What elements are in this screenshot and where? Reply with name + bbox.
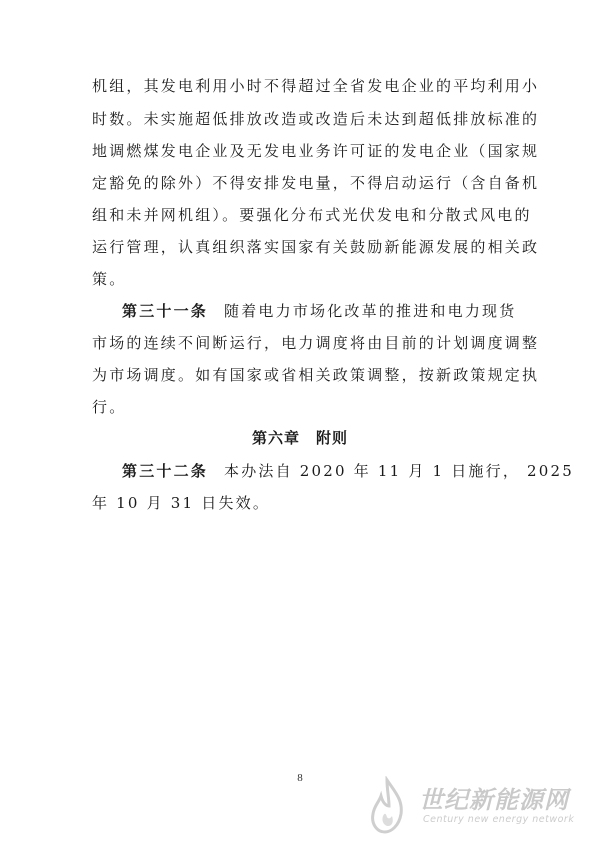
article-31-text: 随着电力市场化改革的推进和电力现货 <box>224 302 517 320</box>
paragraph-line: 组和未并网机组）。要强化分布式光伏发电和分散式风电的 <box>92 206 532 224</box>
article-31-first-line <box>122 296 517 326</box>
article-32-label: 第三十二条 <box>122 462 209 480</box>
watermark-text: 世纪新能源网 <box>419 786 569 814</box>
paragraph-line: 地调燃煤发电企业及无发电业务许可证的发电企业（国家规 <box>92 142 540 160</box>
chapter-title: 第六章 附则 <box>251 429 348 447</box>
watermark <box>357 776 592 836</box>
paragraph-line: 运行管理，认真组织落实国家有关鼓励新能源发展的相关政 <box>92 238 540 256</box>
article-31-line: 行。 <box>92 398 127 416</box>
article-31-line: 市场的连续不间断运行，电力调度将由目前的计划调度调整 <box>92 334 540 352</box>
article-32-text: 本办法自 2020 年 11 月 1 日施行， 2025 <box>224 462 574 480</box>
page-number: 8 <box>297 772 303 784</box>
paragraph-line: 策。 <box>92 270 127 288</box>
article-31-line: 为市场调度。如有国家或省相关政策调整，按新政策规定执 <box>92 366 540 384</box>
paragraph-line: 时数。未实施超低排放改造或改造后未达到超低排放标准的 <box>92 110 540 128</box>
watermark-subtext: Century new energy network <box>423 814 575 825</box>
article-32-line: 年 10 月 31 日失效。 <box>92 494 271 512</box>
flame-logo-icon <box>357 776 417 836</box>
article-31-label: 第三十一条 <box>122 302 209 320</box>
paragraph-line: 定豁免的除外）不得安排发电量，不得启动运行（含自备机 <box>92 174 540 192</box>
paragraph-line: 机组，其发电利用小时不得超过全省发电企业的平均利用小 <box>92 77 540 95</box>
article-32-first-line <box>122 456 574 486</box>
